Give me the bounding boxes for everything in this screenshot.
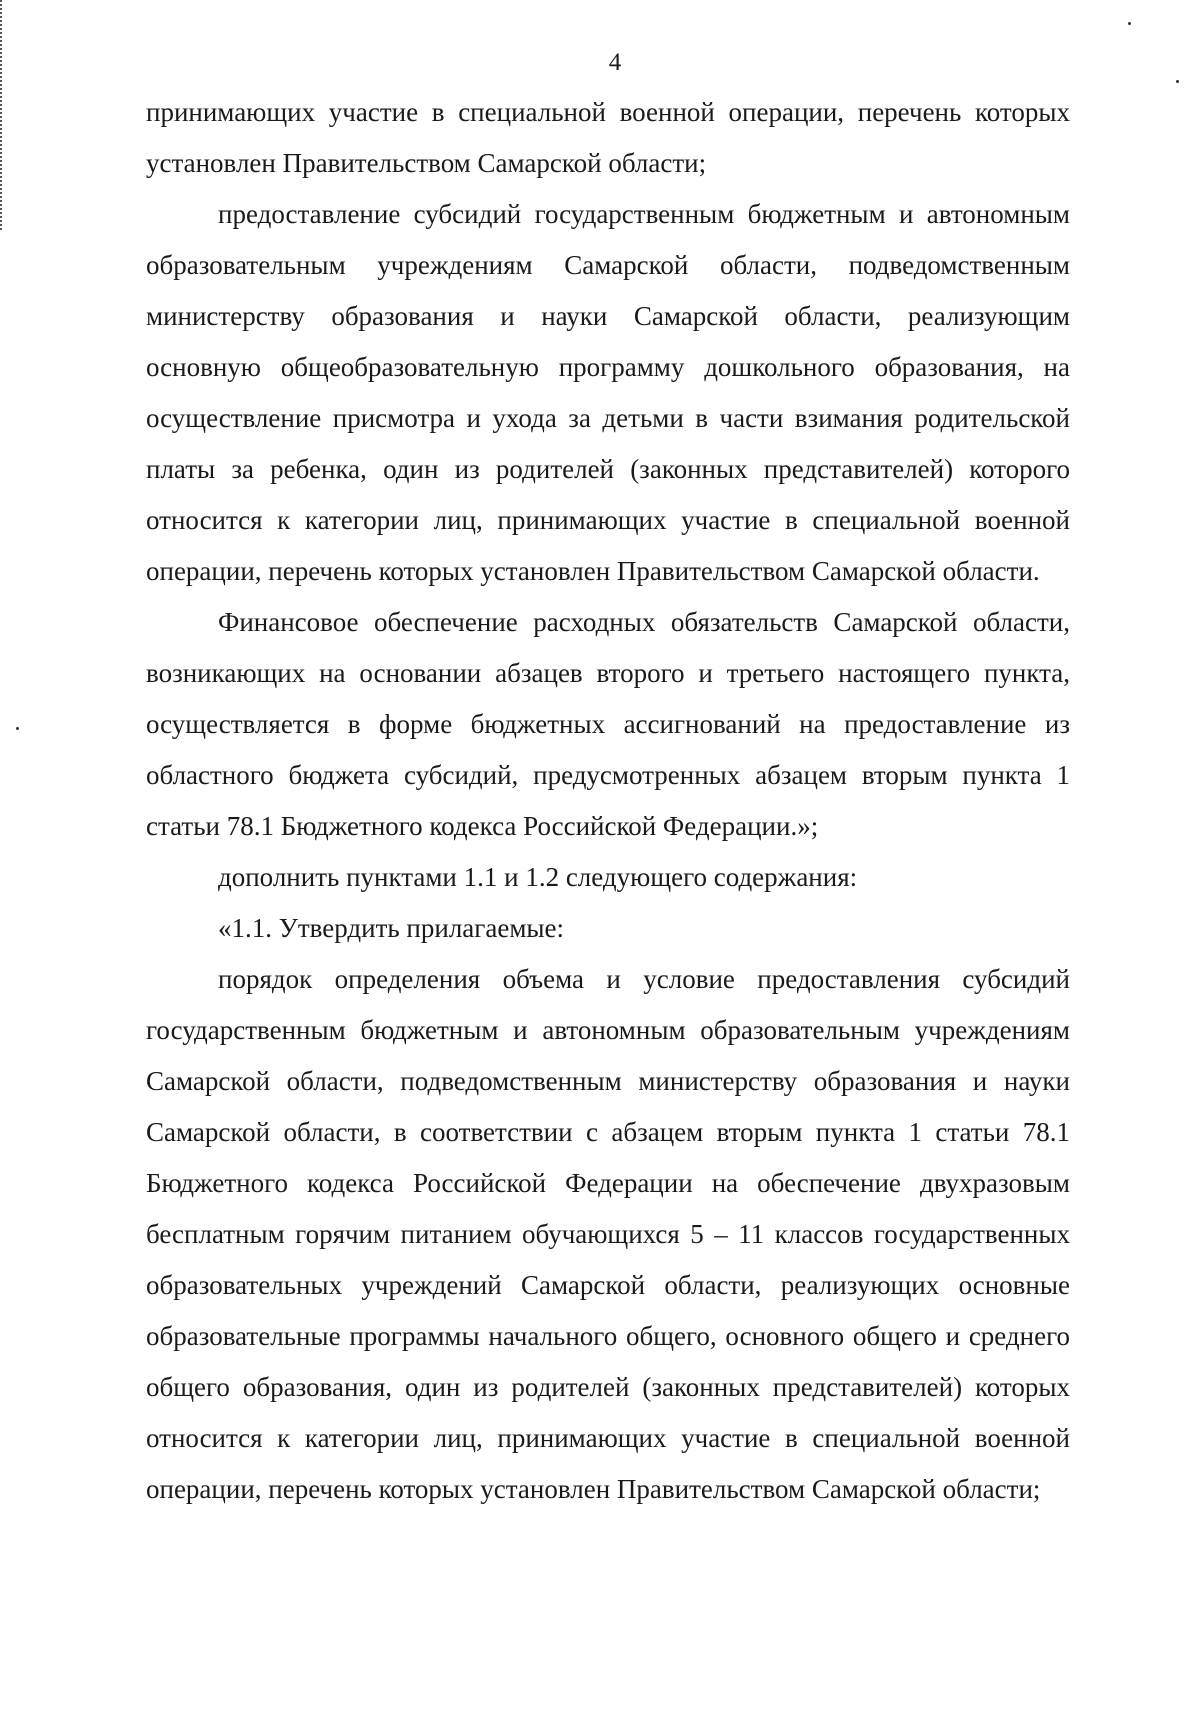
scan-speck	[16, 727, 19, 730]
paragraph-subsidy-preschool: предоставление субсидий государственным бюджетным и автономным образовательным учреждениям Самарской области, подведомственным министерству образования и науки Самарской области, реализующим основную общеобразовательную программу дошкольного образования, на осуществление присмотра и ухода за детьми в части взимания родительской платы за ребенка, один из родителей (законных представителей) которого относится к категории лиц, принимающих участие в специальной военной операции, перечень которых установлен Правительством Самарской области.	[146, 199, 1070, 586]
paragraph-financing: Финансовое обеспечение расходных обязательств Самарской области, возникающих на основании абзацев второго и третьего настоящего пункта, осуществляется в форме бюджетных ассигнований на предоставление из областного бюджета субсидий, предусмотренных абзацем вторым пункта 1 статьи 78.1 Бюджетного кодекса Российской Федерации.»;	[146, 607, 1070, 841]
document-body	[146, 87, 1070, 1515]
paragraph-continuation: принимающих участие в специальной военной операции, перечень которых установлен Правительством Самарской области;	[146, 97, 1070, 178]
paragraph-clause-1-1: «1.1. Утвердить прилагаемые:	[218, 913, 565, 943]
binding-edge	[0, 0, 5, 230]
scan-speck	[1176, 80, 1179, 83]
paragraph-procedure: порядок определения объема и условие предоставления субсидий государственным бюджетным и автономным образовательным учреждениям Самарской области, подведомственным министерству образования и науки Самарской области, в соответствии с абзацем вторым пункта 1 статьи 78.1 Бюджетного кодекса Российской Федерации на обеспечение двухразовым бесплатным горячим питанием обучающихся 5 – 11 классов государственных образовательных учреждений Самарской области, реализующих основные образовательные программы начального общего, основного общего и среднего общего образования, один из родителей (законных представителей) которых относится к категории лиц, принимающих участие в специальной военной операции, перечень которых установлен Правительством Самарской области;	[146, 964, 1070, 1504]
page-number: 4	[608, 49, 622, 76]
scan-speck	[1128, 22, 1131, 25]
paragraph-amendment: дополнить пунктами 1.1 и 1.2 следующего содержания:	[218, 862, 858, 892]
